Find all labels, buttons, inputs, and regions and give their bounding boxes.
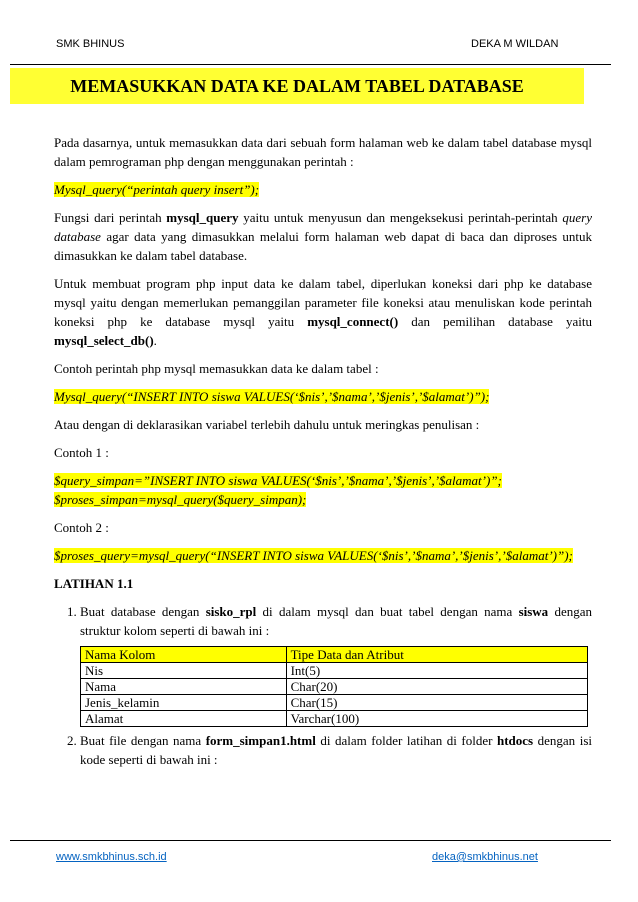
table-header-row: [81, 647, 588, 663]
example-1-label: Contoh 1 :: [54, 445, 109, 460]
exercise-list: [54, 602, 592, 769]
table-row: Nama Char(20): [81, 679, 588, 695]
table-row: Jenis_kelamin Char(15): [81, 695, 588, 711]
header-rule: [10, 64, 611, 65]
exercise-item-2: 2. Buat file dengan nama form_simpan1.html di dalam folder latihan di folder htdocs dengan isi kode seperti di bawah ini :: [80, 731, 592, 769]
variable-paragraph: Atau dengan di deklarasikan variabel terlebih dahulu untuk meringkas penulisan :: [54, 417, 480, 432]
column-structure-table: [80, 646, 588, 727]
intro-paragraph: Pada dasarnya, untuk memasukkan data dari sebuah form halaman web ke dalam tabel database mysql dalam pemrograman php dengan menggunakan perintah :: [54, 135, 592, 169]
table-header-cell: Nama Kolom: [81, 647, 287, 663]
exercise-item-1: 1. Buat database dengan sisko_rpl di dalam mysql dan buat tabel dengan nama siswa dengan struktur kolom seperti di bawah ini : Nama Kolom Tipe Data dan Atribut Nis Int(5) Nama Char(20) Jenis_kelamin Char(15) Alamat Varchar(100): [80, 602, 592, 727]
example-intro: Contoh perintah php mysql memasukkan data ke dalam tabel :: [54, 361, 379, 376]
title-banner: [10, 68, 584, 104]
footer-website-link[interactable]: www.smkbhinus.sch.id: [56, 851, 167, 863]
footer-rule: [10, 840, 611, 841]
table-row: Alamat Varchar(100): [81, 711, 588, 727]
header-author: DEKA M WILDAN: [471, 38, 559, 50]
code-snippet-4: $proses_query=mysql_query(“INSERT INTO siswa VALUES(‘$nis’,’$nama’,’$jenis’,’$alamat’)”);: [54, 548, 573, 563]
table-header-cell: Tipe Data dan Atribut: [286, 647, 587, 663]
header-school: SMK BHINUS: [56, 38, 125, 50]
code-snippet-2: Mysql_query(“INSERT INTO siswa VALUES(‘$nis’,’$nama’,’$jenis’,’$alamat’)”);: [54, 389, 490, 404]
page-title: MEMASUKKAN DATA KE DALAM TABEL DATABASE: [70, 75, 524, 96]
footer-email-link[interactable]: deka@smkbhinus.net: [432, 851, 538, 863]
example-2-label: Contoh 2 :: [54, 520, 109, 535]
table-row: Nis Int(5): [81, 663, 588, 679]
code-snippet-1: Mysql_query(“perintah query insert”);: [54, 182, 260, 197]
code-snippet-3: $query_simpan=”INSERT INTO siswa VALUES(‘$nis’,’$nama’,’$jenis’,’$alamat’)”; $proses_simpan=mysql_query($query_simpan);: [54, 473, 502, 507]
document-body: [54, 133, 592, 773]
exercise-heading: LATIHAN 1.1: [54, 576, 134, 591]
function-paragraph: Fungsi dari perintah mysql_query yaitu untuk menyusun dan mengeksekusi perintah-perintah query database agar data yang dimasukkan melalui form halaman web dapat di baca dan diproses untuk dimasukkan ke dalam tabel database.: [54, 210, 592, 263]
connection-paragraph: Untuk membuat program php input data ke dalam tabel, diperlukan koneksi dari php ke database mysql yaitu dengan memerlukan pemanggilan parameter file koneksi atau menuliskan kode perintah koneksi php ke database mysql yaitu mysql_connect() dan pemilihan database yaitu mysql_select_db().: [54, 276, 592, 348]
